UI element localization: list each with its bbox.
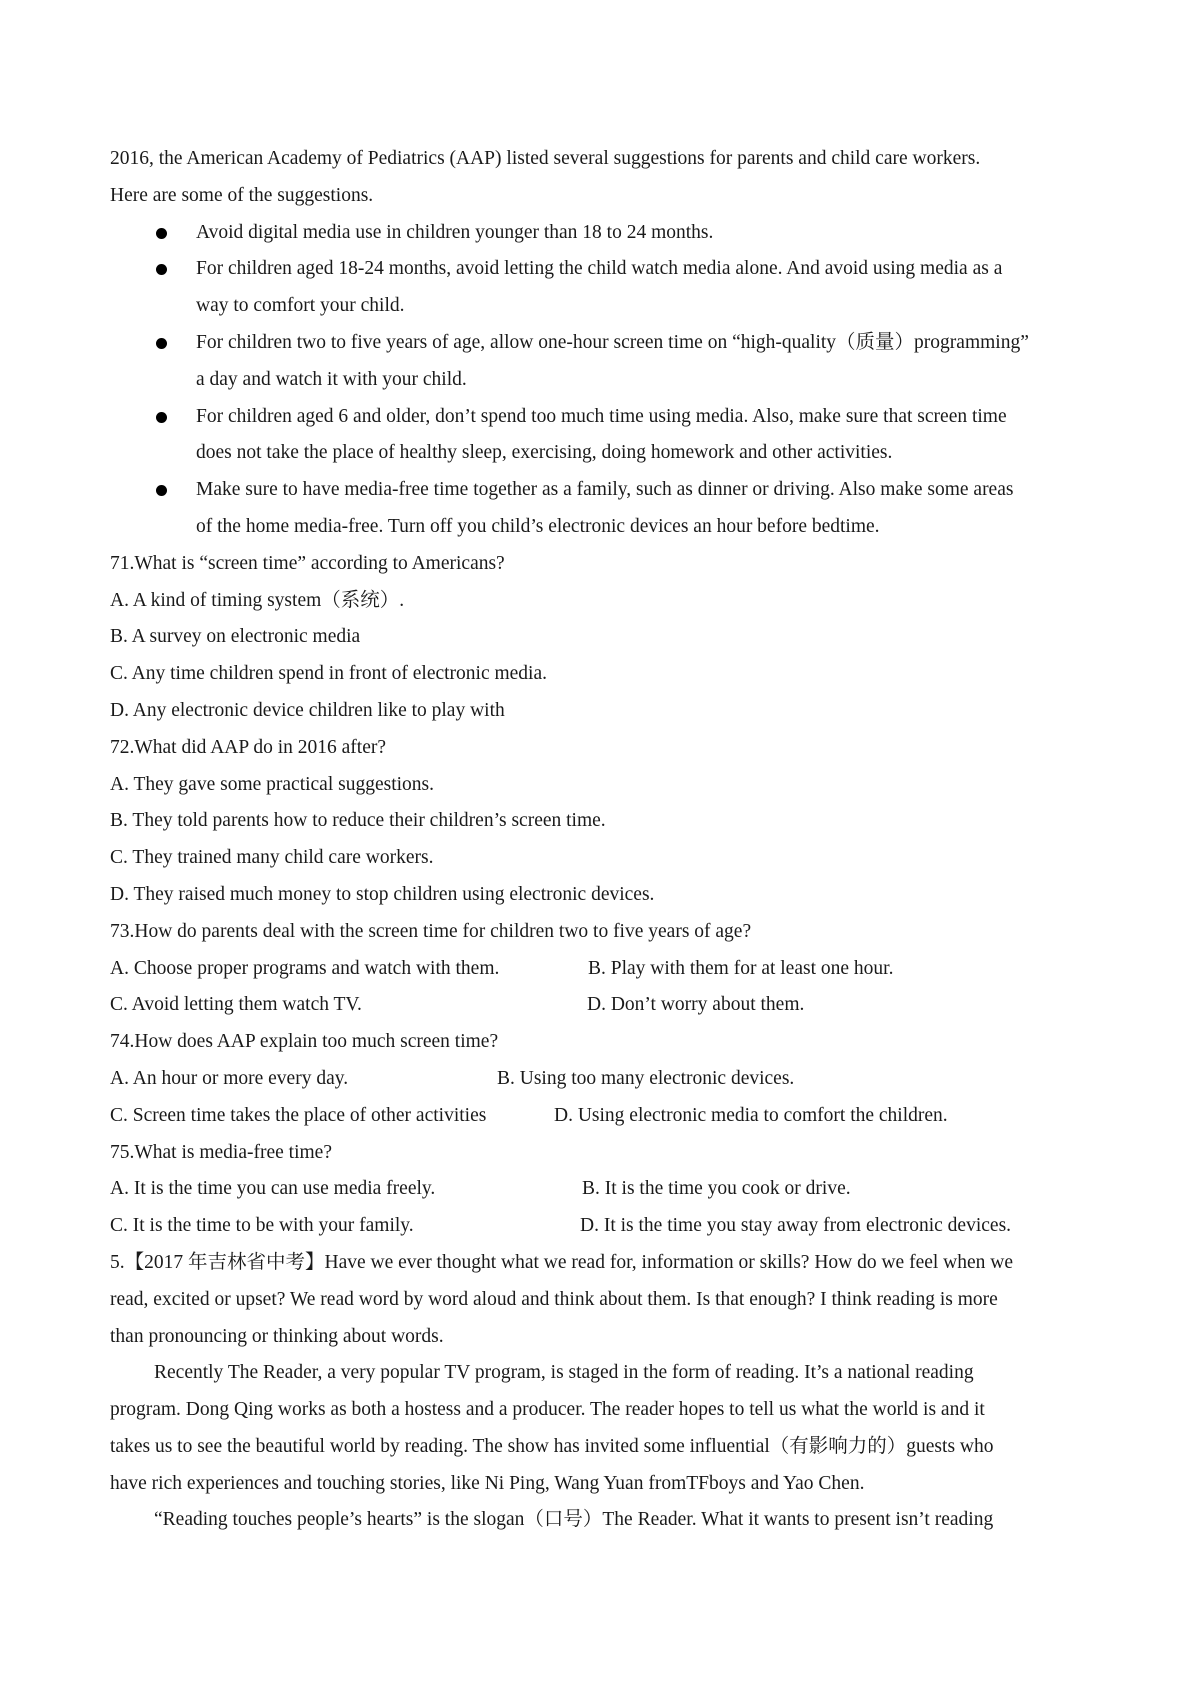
bullet-icon [156, 412, 167, 423]
passage-line: than pronouncing or thinking about words. [110, 1325, 444, 1347]
option-71-a: A. A kind of timing system（系统）. [110, 589, 405, 611]
suggestion-item: Make sure to have media-free time together as a family, such as dinner or driving. Also make some areas [110, 472, 1110, 509]
options-row [110, 1098, 1110, 1135]
option-73-c: C. Avoid letting them watch TV. [110, 994, 362, 1016]
option-73-d: D. Don’t worry about them. [587, 994, 805, 1016]
passage-line: program. Dong Qing works as both a hostess and a producer. The reader hopes to tell us what the world is and it [110, 1399, 985, 1421]
bullet-icon [156, 264, 167, 275]
passage-line: takes us to see the beautiful world by reading. The show has invited some influential（有影响力的）guests who [110, 1435, 994, 1457]
options-row [110, 1061, 1110, 1098]
option-71-c: C. Any time children spend in front of electronic media. [110, 663, 548, 685]
option-72-c: C. They trained many child care workers. [110, 847, 434, 869]
option-71-d: D. Any electronic device children like to play with [110, 699, 505, 721]
option-74-d: D. Using electronic media to comfort the children. [554, 1104, 948, 1126]
question-71: 71.What is “screen time” according to Americans? [110, 552, 505, 574]
option-74-b: B. Using too many electronic devices. [497, 1067, 795, 1089]
suggestion-continuation: a day and watch it with your child. [196, 368, 467, 390]
suggestion-continuation: of the home media-free. Turn off you child’s electronic devices an hour before bedtime. [196, 515, 880, 537]
passage-line: read, excited or upset? We read word by word aloud and think about them. Is that enough? I think reading is more [110, 1288, 998, 1310]
question-75: 75.What is media-free time? [110, 1141, 332, 1163]
option-74-c: C. Screen time takes the place of other activities [110, 1104, 487, 1126]
option-73-b: B. Play with them for at least one hour. [588, 957, 894, 979]
options-row [110, 1171, 1110, 1208]
options-row [110, 1208, 1110, 1245]
bullet-icon [156, 485, 167, 496]
options-row [110, 987, 1110, 1024]
intro-line: Here are some of the suggestions. [110, 184, 374, 206]
option-72-a: A. They gave some practical suggestions. [110, 773, 435, 795]
suggestion-item: Avoid digital media use in children younger than 18 to 24 months. [110, 215, 1110, 252]
passage-line: Recently The Reader, a very popular TV program, is staged in the form of reading. It’s a national reading [154, 1362, 974, 1384]
options-row [110, 951, 1110, 988]
suggestion-continuation: does not take the place of healthy sleep, exercising, doing homework and other activities. [196, 442, 893, 464]
option-74-a: A. An hour or more every day. [110, 1067, 349, 1089]
question-73: 73.How do parents deal with the screen time for children two to five years of age? [110, 920, 752, 942]
question-72: 72.What did AAP do in 2016 after? [110, 736, 387, 758]
option-75-a: A. It is the time you can use media freely. [110, 1178, 436, 1200]
option-71-b: B. A survey on electronic media [110, 626, 361, 648]
option-73-a: A. Choose proper programs and watch with them. [110, 957, 500, 979]
bullet-icon [156, 338, 167, 349]
intro-line: 2016, the American Academy of Pediatrics (AAP) listed several suggestions for parents and child care workers. [110, 148, 981, 169]
suggestion-continuation: way to comfort your child. [196, 295, 405, 317]
question-74: 74.How does AAP explain too much screen time? [110, 1031, 499, 1053]
option-72-b: B. They told parents how to reduce their children’s screen time. [110, 810, 606, 832]
suggestion-item: For children aged 18-24 months, avoid letting the child watch media alone. And avoid using media as a [110, 251, 1110, 288]
option-75-c: C. It is the time to be with your family. [110, 1215, 414, 1237]
option-75-d: D. It is the time you stay away from electronic devices. [580, 1215, 1012, 1237]
suggestion-list [110, 215, 1110, 546]
option-72-d: D. They raised much money to stop children using electronic devices. [110, 883, 655, 905]
passage-line: “Reading touches people’s hearts” is the slogan（口号）The Reader. What it wants to present isn’t reading [154, 1509, 994, 1531]
passage-line: have rich experiences and touching stories, like Ni Ping, Wang Yuan fromTFboys and Yao Chen. [110, 1472, 865, 1494]
document-body [110, 141, 1110, 1539]
suggestion-item: For children aged 6 and older, don’t spend too much time using media. Also, make sure that screen time [110, 399, 1110, 436]
passage-line: 5.【2017 年吉林省中考】Have we ever thought what we read for, information or skills? How do we feel when we [110, 1251, 1014, 1273]
option-75-b: B. It is the time you cook or drive. [582, 1178, 851, 1200]
suggestion-item: For children two to five years of age, allow one-hour screen time on “high-quality（质量）programming” [110, 325, 1110, 362]
bullet-icon [156, 228, 167, 239]
